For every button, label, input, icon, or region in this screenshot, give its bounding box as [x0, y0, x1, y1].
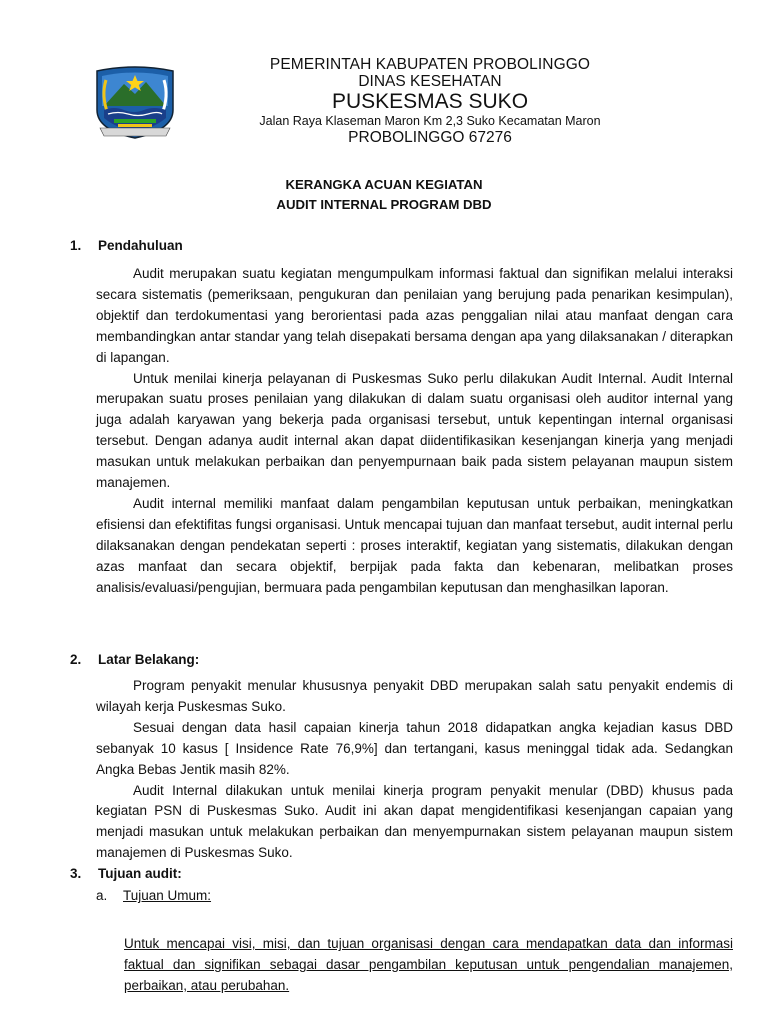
section-number: 3.	[70, 866, 82, 881]
paragraph: Untuk menilai kinerja pelayanan di Puskesmas Suko perlu dilakukan Audit Internal. Audit Internal merupakan suatu proses penilaian yang dilakukan di dalam suatu organisasi oleh auditor internal yang juga adalah karyawan yang bekerja pada organisasi tersebut, untuk kepentingan internal organisasi tersebut. Dengan adanya audit internal akan dapat diidentifikasikan kesenjangan kinerja yang menjadi masukan untuk melakukan perbaikan dan penyempurnaan baik pada sistem pelayanan maupun sistem manajemen.	[96, 370, 733, 491]
section-heading-pendahuluan	[70, 238, 183, 253]
document-title: KERANGKA ACUAN KEGIATAN	[285, 177, 483, 192]
section-body-latar-belakang	[96, 676, 733, 864]
section-title: Tujuan audit:	[98, 866, 182, 881]
paragraph: Audit internal memiliki manfaat dalam pengambilan keputusan untuk perbaikan, meningkatkan efisiensi dan efektifitas fungsi organisasi. Untuk mencapai tujuan dan manfaat tersebut, audit internal perlu dilaksanakan dengan pendekatan seperti : proses interaktif, kegiatan yang sistematis, dilakukan dengan azas manfaat dan secara objektif, berpijak pada fakta dan kebenaran, melibatkan proses analisis/evaluasi/pengujian, bermuara pada pengambilan keputusan dan menghasilkan laporan.	[96, 495, 733, 595]
section-heading-tujuan-audit	[70, 866, 182, 881]
section-title: Pendahuluan	[98, 238, 183, 253]
paragraph: Audit Internal dilakukan untuk menilai kinerja program penyakit menular (DBD) khusus pada kegiatan PSN di Puskesmas Suko. Audit ini akan dapat mengidentifikasi kesenjangan capaian yang menjadi masukan untuk melakukan perbaikan dan menyempurnakan sistem pelayanan maupun sistem manajemen di Puskesmas Suko.	[96, 782, 733, 861]
section-number: 1.	[70, 238, 82, 253]
section-number: 2.	[70, 652, 82, 667]
letterhead-institution: PUSKESMAS SUKO	[331, 90, 529, 113]
section-heading-latar-belakang	[70, 652, 199, 667]
letterhead	[205, 56, 655, 147]
section-title: Latar Belakang:	[98, 652, 200, 667]
subsection-label: Tujuan Umum:	[123, 888, 212, 903]
kabupaten-emblem-logo	[94, 66, 176, 140]
section-body-pendahuluan	[96, 264, 733, 599]
letterhead-city: PROBOLINGGO 67276	[348, 129, 512, 146]
paragraph: Program penyakit menular khususnya penyakit DBD merupakan salah satu penyakit endemis di wilayah kerja Puskesmas Suko.	[96, 678, 733, 714]
subsection-letter: a.	[96, 888, 108, 903]
paragraph: Sesuai dengan data hasil capaian kinerja tahun 2018 didapatkan angka kejadian kasus DBD sebanyak 10 kasus [ Insidence Rate 76,9%] dan tertangani, kasus meninggal tidak ada. Sedangkan Angka Bebas Jentik masih 82%.	[96, 719, 733, 777]
subsection-body-tujuan-umum: Untuk mencapai visi, misi, dan tujuan organisasi dengan cara mendapatkan data dan informasi faktual dan signifikan sebagai dasar pengambilan keputusan untuk pengendalian manajemen, perbaikan, atau perubahan.	[124, 936, 733, 993]
letterhead-address: Jalan Raya Klaseman Maron Km 2,3 Suko Kecamatan Maron	[259, 114, 601, 128]
paragraph: Audit merupakan suatu kegiatan mengumpulkam informasi faktual dan signifikan melalui interaksi secara sistematis (pemeriksaan, pengukuran dan penilaian yang berujung pada penarikan kesimpulan), objektif dan terdokumentasi yang berorientasi pada azas penggalian nilai atau manfaat dengan cara membandingkan antar standar yang telah disepakati bersama dengan apa yang dilaksanakan / diterapkan di lapangan.	[96, 266, 733, 365]
document-subtitle: AUDIT INTERNAL PROGRAM DBD	[276, 197, 492, 212]
letterhead-department: DINAS KESEHATAN	[358, 73, 502, 90]
letterhead-government: PEMERINTAH KABUPATEN PROBOLINGGO	[269, 56, 591, 73]
subsection-tujuan-umum	[96, 888, 211, 903]
